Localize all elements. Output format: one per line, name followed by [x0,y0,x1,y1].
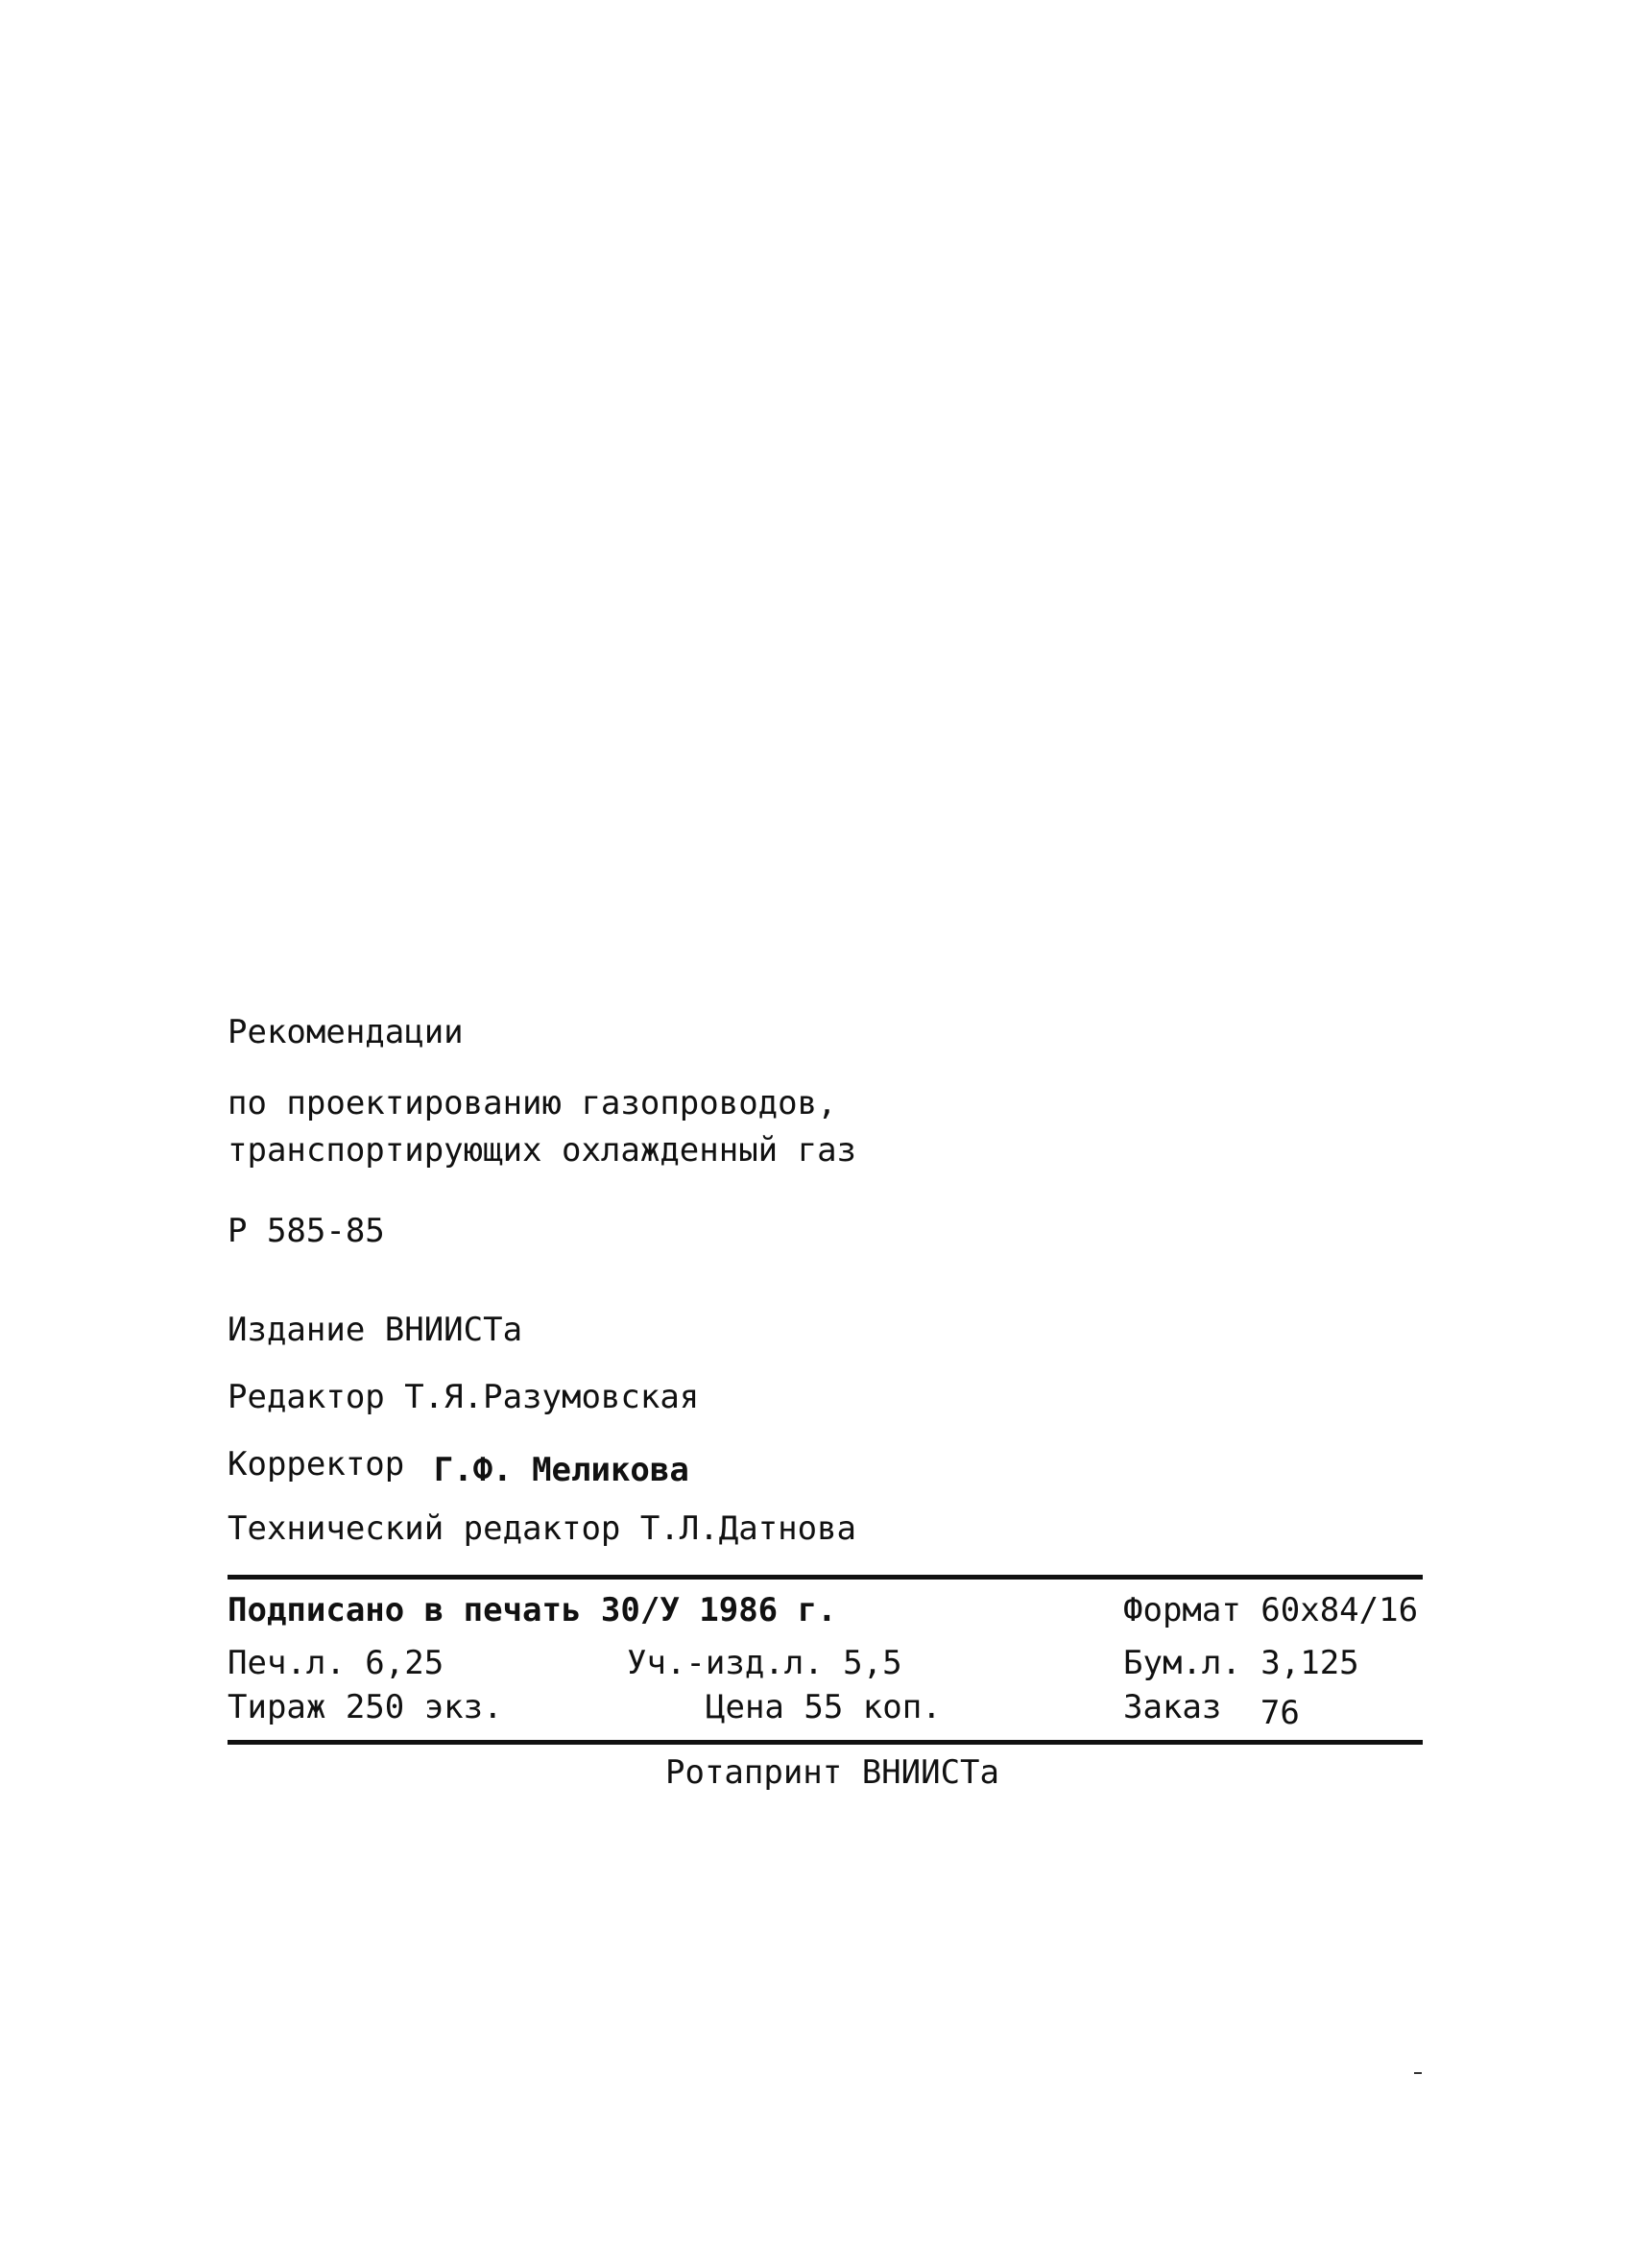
circulation: Тираж 250 экз. [228,1688,503,1726]
price: Цена 55 коп. [706,1688,942,1726]
corrector-name: Г.Ф. Меликова [433,1451,689,1489]
corrector-line [228,1445,689,1489]
document-subtitle-line-1: по проектированию газопроводов, [228,1084,837,1122]
order-line [1123,1688,1300,1732]
paper-format: Формат 60х84/16 [1123,1591,1419,1629]
bottom-rule [228,1740,1423,1745]
printer-line: Ротапринт ВНИИСТа [665,1753,999,1792]
document-code: Р 585-85 [228,1212,385,1250]
document-title: Рекомендации [228,1013,464,1051]
stray-mark [1414,2072,1422,2074]
print-sheets: Печ.л. 6,25 [228,1644,444,1682]
top-rule [228,1575,1423,1580]
document-subtitle-line-2: транспортирующих охлажденный газ [228,1131,857,1170]
order-number: 76 [1260,1694,1300,1732]
edit-sheets: Уч.-изд.л. 5,5 [627,1644,902,1682]
paper-sheets: Бум.л. 3,125 [1123,1644,1359,1682]
signed-for-print: Подписано в печать 30/У 1986 г. [228,1591,837,1629]
corrector-label: Корректор [228,1445,405,1484]
editor-line: Редактор Т.Я.Разумовская [228,1378,700,1416]
edition-line: Издание ВНИИСТа [228,1311,523,1349]
tech-editor-line: Технический редактор Т.Л.Датнова [228,1509,857,1548]
order-label: Заказ [1123,1688,1222,1726]
